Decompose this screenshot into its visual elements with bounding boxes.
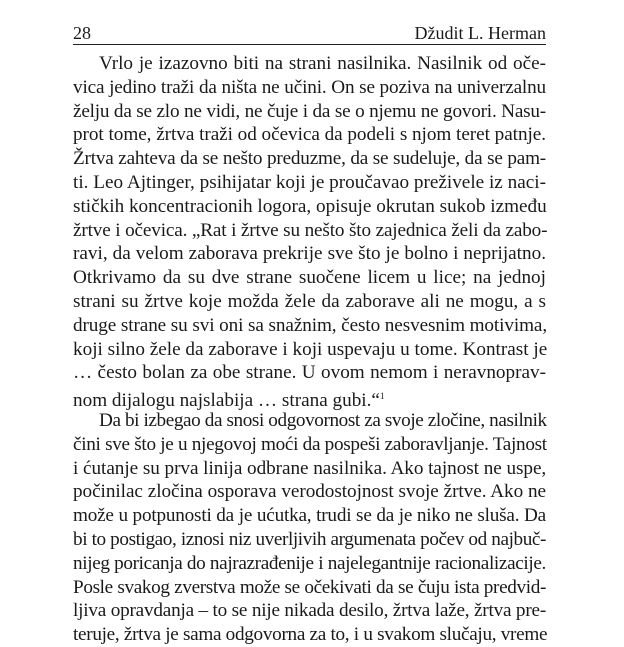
page-header bbox=[73, 22, 546, 45]
text-line: druge strane su svi oni sa snažnim, često nesvesnim motivima, bbox=[73, 314, 548, 336]
paragraph-1 bbox=[73, 52, 548, 412]
text-line: ljiva opravdanja – to se nije nikada desilo, žrtva laže, žrtva pre- bbox=[73, 600, 547, 622]
text-line: počinilac zločina osporava verodostojnost svoje žrtve. Ako ne bbox=[73, 481, 546, 503]
text-line: stičkih koncentracionih logora, opisuje okrutan sukob između bbox=[73, 195, 547, 217]
text-line: teruje, žrtva je sama odgovorna za to, i u svakom slučaju, vreme bbox=[73, 624, 548, 646]
page-number: 28 bbox=[73, 23, 91, 43]
text-line: i ćutanje su prva linija odbrane nasilnika. Ako tajnost ne uspe, bbox=[73, 457, 547, 479]
running-head-author: Džudit L. Herman bbox=[414, 23, 546, 43]
text-line: prot tome, žrtva traži od očevica da podeli s njom teret patnje. bbox=[73, 124, 546, 146]
text-line: Žrtva zahteva da se nešto preduzme, da se sudeluje, da se pam- bbox=[73, 148, 546, 170]
text-line: može u potpunosti da je ućutka, trudi se da je niko ne sluša. Da bbox=[73, 505, 546, 527]
footnote-marker[interactable]: 1 bbox=[379, 391, 385, 402]
text-line: strani su žrtve koje možda žele da zaborave ali ne mogu, a s bbox=[73, 290, 546, 312]
text-line: Vrlo je izazovno biti na strani nasilnika. Nasilnik od oče- bbox=[99, 53, 546, 74]
text-line-last bbox=[73, 385, 546, 412]
text-line: … često bolan za obe strane. U ovom nemom i neravnoprav- bbox=[73, 362, 546, 384]
text-line: bi to postigao, iznosi niz uverljivih argumenata počev od najbuč- bbox=[73, 528, 546, 550]
text-line: Da bi izbegao da snosi odgovornost za svoje zločine, nasilnik bbox=[99, 409, 547, 431]
text-line: ti. Leo Ajtinger, psihijatar koji je proučavao preživele iz naci- bbox=[73, 171, 546, 193]
text-line: želju da se zlo ne vidi, ne čuje i da se o njemu ne govori. Nasu- bbox=[73, 100, 546, 122]
text-line: nijeg poricanja do najrazrađenije i najelegantnije racionalizacije. bbox=[73, 552, 546, 574]
text-line-content: nom dijalogu najslabija … strana gubi.“ bbox=[73, 390, 380, 412]
body-text bbox=[73, 52, 546, 647]
text-line: žrtve i očevica. „Rat i žrtve su nešto što zajednica želi da zabo- bbox=[73, 219, 548, 241]
paragraph-2 bbox=[73, 409, 546, 647]
text-line: koji silno žele da zaborave i koji uspevaju u tome. Kontrast je bbox=[73, 338, 548, 360]
text-line: Posle svakog zverstva može se očekivati da se čuju ista predvid- bbox=[73, 576, 546, 598]
text-line: vica jedino traži da ništa ne učini. On se poziva na univerzalnu bbox=[73, 76, 546, 98]
text-line: čini sve što je u njegovoj moći da pospeši zaboravljanje. Tajnost bbox=[73, 433, 547, 455]
text-line: ravi, da velom zaborava prekrije sve što je bolno i neprijatno. bbox=[73, 243, 546, 265]
text-line: Otkrivamo da su dve strane suočene licem u lice; na jednoj bbox=[73, 267, 546, 289]
